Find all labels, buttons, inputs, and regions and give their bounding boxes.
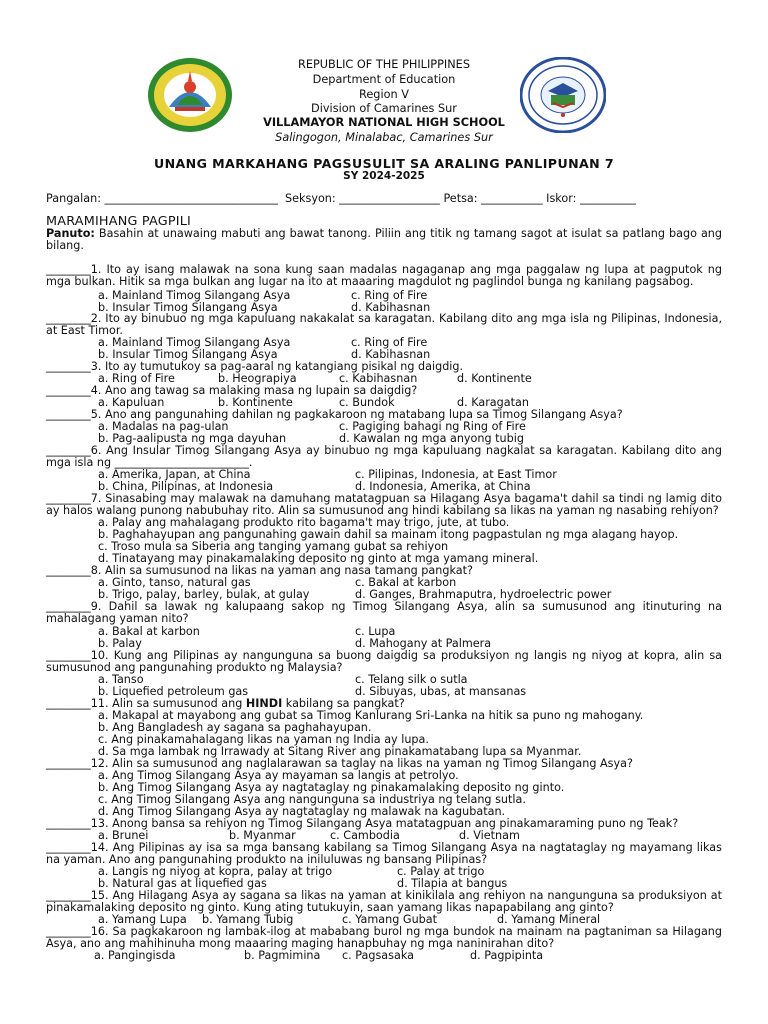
q10-option-c: c. Telang silk o sutla [355, 673, 468, 686]
q2-option-d: d. Kabihasnan [351, 348, 431, 361]
header-country: REPUBLIC OF THE PHILIPPINES [297, 58, 470, 71]
question-8: ________8. Alin sa sumusunod na likas na yaman ang nasa tamang pangkat? [46, 564, 473, 577]
q9-option-c: c. Lupa [355, 625, 396, 638]
q2-option-b: b. Insular Timog Silangang Asya [98, 348, 278, 361]
section-title: MARAMIHANG PAGPILI [46, 214, 192, 229]
q3-option-b: b. Heograpiya [218, 372, 297, 385]
question-2: ________2. Ito ay binubuo ng mga kapuluang nakakalat sa karagatan. Kabilang dito ang mga isla ng Pilipinas, Indonesia, at East Timor. [46, 312, 722, 337]
q6-option-c: c. Pilipinas, Indonesia, at East Timor [355, 468, 557, 481]
q16-option-d: d. Pagpipinta [470, 949, 544, 962]
header-region: Region V [359, 88, 409, 101]
question-15: ________15. Ang Hilagang Asya ay sagana sa likas na yaman at kinikilala ang rehiyon na nangunguna sa produksiyon at pinakamalaking deposito ng ginto. Kung ating tutukuyin, saan yamang likas napapabilang ang ginto? [46, 889, 722, 914]
q4-option-d: d. Karagatan [457, 396, 529, 409]
q12-option-b: b. Ang Timog Silangang Asya ay nagtataglay ng pinakamalaking deposito ng ginto. [98, 781, 565, 794]
q14-option-b: b. Natural gas at liquefied gas [98, 877, 267, 890]
student-info-row: Pangalan: _______________________________ Seksyon: __________________ Petsa: ___________ Iskor: __________ [46, 192, 636, 205]
q10-option-b: b. Liquefied petroleum gas [98, 685, 249, 698]
q11-option-a: a. Makapal at mayabong ang gubat sa Timog Kanlurang Sri-Lanka na hitik sa puno ng mahogany. [98, 709, 644, 722]
q6-option-a: a. Amerika, Japan, at China [98, 468, 251, 481]
q8-option-c: c. Bakal at karbon [355, 576, 457, 589]
question-7: ________7. Sinasabing may malawak na damuhang matatagpuan sa Hilagang Asya bagama't dahil sa tindi ng lamig dito ay halos walang punong nabubuhay rito. Alin sa sumusunod ang hindi kabilang sa likas na yaman ng nasabing rehiyon? [46, 492, 722, 517]
question-5: ________5. Ano ang pangunahing dahilan ng pagkakaroon ng matabang lupa sa Timog Silangang Asya? [46, 408, 623, 421]
q4-option-b: b. Kontinente [218, 396, 293, 409]
q16-option-b: b. Pagmimina [244, 949, 321, 962]
q4-option-a: a. Kapuluan [98, 396, 165, 409]
q15-option-d: d. Yamang Mineral [497, 913, 601, 926]
directions-label: Panuto: [46, 227, 95, 240]
q11-text-end: kabilang sa pangkat? [282, 697, 405, 710]
q7-option-b: b. Paghahayupan ang pangunahing gawain dahil sa mainam itong pagpastulan ng mga alagang hayop. [98, 528, 679, 541]
question-12: ________12. Alin sa sumusunod ang naglalarawan sa taglay na likas na yaman ng Timog Silangang Asya? [46, 757, 633, 770]
question-6: ________6. Ang Insular Timog Silangang Asya ay binubuo ng mga kapuluang nagkalat sa karagatan. Kabilang dito ang mga isla ng ________________________. [46, 444, 722, 469]
q13-option-a: a. Brunei [98, 829, 149, 842]
q1-option-d: d. Kabihasnan [351, 301, 431, 314]
q2-option-a: a. Mainland Timog Silangang Asya [98, 336, 291, 349]
q11-text-start: ________11. Alin sa sumusunod ang [46, 697, 246, 710]
header-division: Division of Camarines Sur [311, 102, 457, 115]
question-10: ________10. Kung ang Pilipinas ay nangunguna sa buong daigdig sa produksiyon ng langis ng niyog at kopra, alin sa sumusunod ang pangunahing produkto ng Malaysia? [46, 649, 722, 674]
q15-option-c: c. Yamang Gubat [342, 913, 438, 926]
header-department: Department of Education [312, 73, 456, 86]
q8-option-d: d. Ganges, Brahmaputra, hydroelectric power [355, 588, 612, 601]
q11-emphasis: HINDI [245, 697, 283, 710]
question-1: ________1. Ito ay isang malawak na sona kung saan madalas nagaganap ang mga paggalaw ng lupa at pagputok ng mga bulkan. Hitik sa mga bulkan ang lugar na ito at maaaring magdulot ng paglindol bunga ng kanilang pagsabog. [46, 263, 722, 288]
header-address: Salingogon, Minalabac, Camarines Sur [275, 131, 493, 144]
q7-option-c: c. Troso mula sa Siberia ang tanging yamang gubat sa rehiyon [98, 540, 449, 553]
directions [46, 228, 722, 252]
q5-option-d: d. Kawalan ng mga anyong tubig [339, 432, 524, 445]
q3-option-d: d. Kontinente [457, 372, 532, 385]
q12-option-d: d. Ang Timog Silangang Asya ay nagtataglay ng malawak na kagubatan. [98, 805, 506, 818]
q15-option-b: b. Yamang Tubig [202, 913, 294, 926]
q5-option-b: b. Pag-aalipusta ng mga dayuhan [98, 432, 287, 445]
q6-option-d: d. Indonesia, Amerika, at China [355, 480, 531, 493]
header-school: VILLAMAYOR NATIONAL HIGH SCHOOL [263, 116, 505, 129]
question-4: ________4. Ano ang tawag sa malaking masa ng lupain sa daigdig? [46, 384, 418, 397]
q7-option-d: d. Tinatayang may pinakamalaking deposito ng ginto at mga yamang mineral. [98, 552, 539, 565]
question-3: ________3. Ito ay tumutukoy sa pag-aaral ng katangiang pisikal ng daigdig. [46, 360, 464, 373]
q10-option-d: d. Sibuyas, ubas, at mansanas [355, 685, 527, 698]
q14-option-d: d. Tilapia at bangus [397, 877, 508, 890]
q11-option-b: b. Ang Bangladesh ay sagana sa paghahayupan. [98, 721, 372, 734]
q8-option-b: b. Trigo, palay, barley, bulak, at gulay [98, 588, 310, 601]
q10-option-a: a. Tanso [98, 673, 144, 686]
exam-title: UNANG MARKAHANG PAGSUSULIT SA ARALING PANLIPUNAN 7 [153, 156, 615, 171]
q4-option-c: c. Bundok [339, 396, 395, 409]
q14-option-a: a. Langis ng niyog at kopra, palay at trigo [98, 865, 333, 878]
q15-option-a: a. Yamang Lupa [98, 913, 187, 926]
q1-option-a: a. Mainland Timog Silangang Asya [98, 289, 291, 302]
q16-option-c: c. Pagsasaka [342, 949, 414, 962]
school-year: SY 2024-2025 [343, 170, 425, 182]
q11-option-c: c. Ang pinakamahalagang likas na yaman ng India ay lupa. [98, 733, 429, 746]
q13-option-c: c. Cambodia [330, 829, 400, 842]
q9-option-d: d. Mahogany at Palmera [355, 637, 492, 650]
q9-option-a: a. Bakal at karbon [98, 625, 200, 638]
q3-option-c: c. Kabihasnan [339, 372, 418, 385]
question-14: ________14. Ang Pilipinas ay isa sa mga bansang kabilang sa Timog Silangang Asya na nagtataglay ng mayamang likas na yaman. Ano ang pangunahing produkto na iniluluwas ng bansang Pilipinas? [46, 841, 722, 866]
q12-option-c: c. Ang Timog Silangang Asya ang nangunguna sa industriya ng telang sutla. [98, 793, 526, 806]
q1-option-c: c. Ring of Fire [351, 289, 428, 302]
q9-option-b: b. Palay [98, 637, 142, 650]
question-16: ________16. Sa pagkakaroon ng lambak-ilog at mababang burol ng mga bundok na mainam na pagtaniman sa Hilagang Asya, ano ang mahihinuha mong maaaring maging hanapbuhay ng mga naninirahan dito? [46, 925, 722, 950]
question-9: ________9. Dahil sa lawak ng kalupaang sakop ng Timog Silangang Asya, alin sa sumusunod ang itinuturing na mahalagang yaman nito? [46, 600, 722, 625]
q5-option-a: a. Madalas na pag-ulan [98, 420, 229, 433]
q16-option-a: a. Pangingisda [94, 949, 176, 962]
q11-option-d: d. Sa mga lambak ng Irrawady at Sitang River ang pinakamatabang lupa sa Myanmar. [98, 745, 582, 758]
q7-option-a: a. Palay ang mahalagang produkto rito bagama't may trigo, jute, at tubo. [98, 516, 510, 529]
q14-option-c: c. Palay at trigo [397, 865, 485, 878]
q8-option-a: a. Ginto, tanso, natural gas [98, 576, 251, 589]
q5-option-c: c. Pagiging bahagi ng Ring of Fire [339, 420, 526, 433]
directions-text: Basahin at unawaing mabuti ang bawat tanong. Piliin ang titik ng tamang sagot at isulat sa patlang bago ang bilang. [46, 227, 722, 252]
q6-option-b: b. China, Pilipinas, at Indonesia [98, 480, 274, 493]
q13-option-b: b. Myanmar [229, 829, 296, 842]
question-13: ________13. Anong bansa sa rehiyon ng Timog Silangang Asya matatagpuan ang pinakamaraming puno ng Teak? [46, 817, 679, 830]
q2-option-c: c. Ring of Fire [351, 336, 428, 349]
q13-option-d: d. Vietnam [459, 829, 520, 842]
q12-option-a: a. Ang Timog Silangang Asya ay mayaman sa langis at petrolyo. [98, 769, 459, 782]
q1-option-b: b. Insular Timog Silangang Asya [98, 301, 278, 314]
q3-option-a: a. Ring of Fire [98, 372, 175, 385]
